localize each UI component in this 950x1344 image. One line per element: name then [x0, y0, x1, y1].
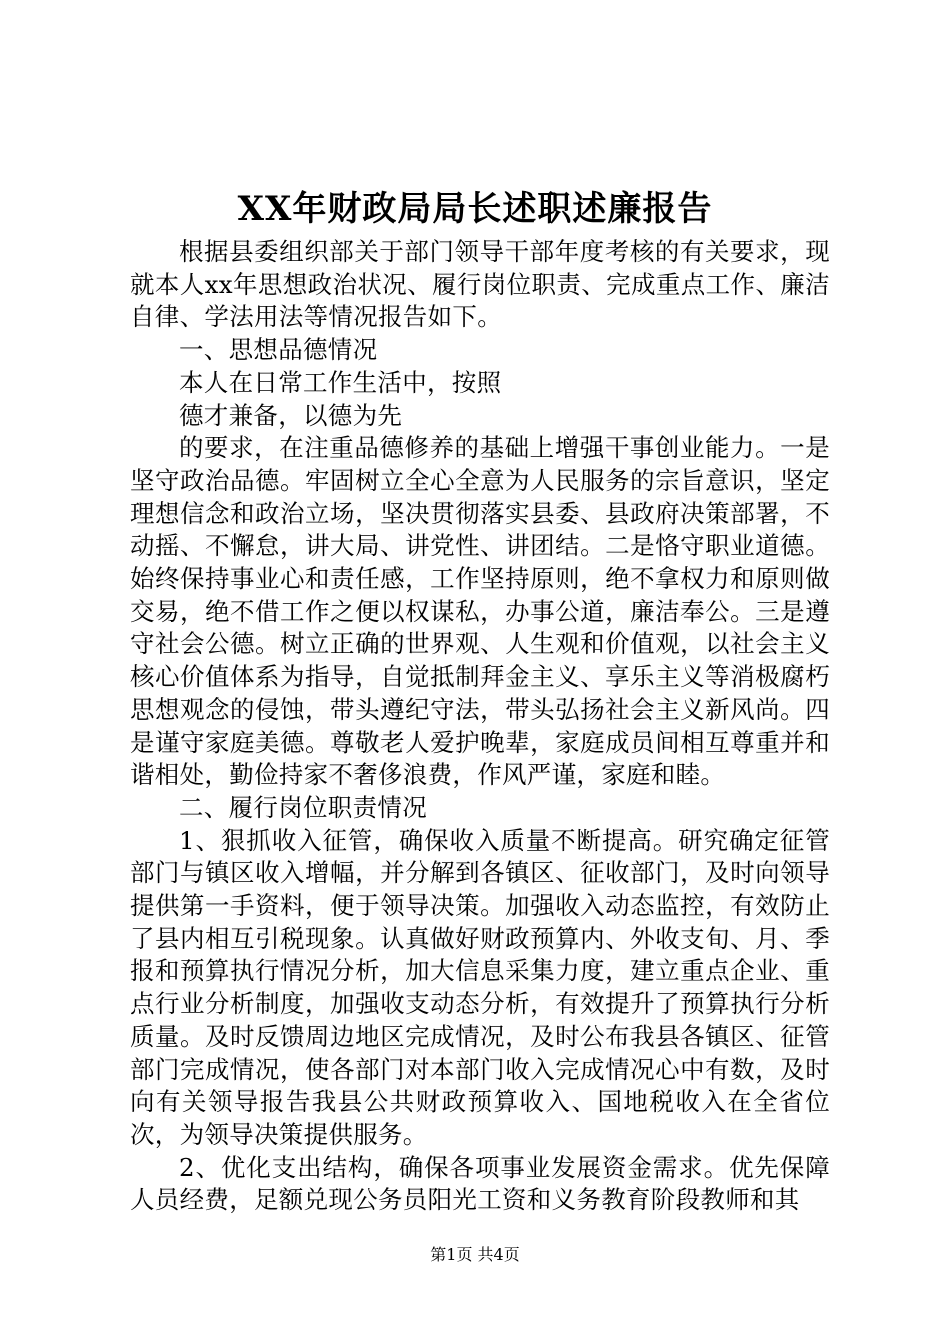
document-body	[130, 236, 830, 1217]
paragraph-revenue: 1、狠抓收入征管，确保收入质量不断提高。研究确定征管部门与镇区收入增幅，并分解到各镇区、征收部门，及时向领导提供第一手资料，便于领导决策。加强收入动态监控，有效防止了县内相互引税现象。认真做好财政预算内、外收支旬、月、季报和预算执行情况分析，加大信息采集力度，建立重点企业、重点行业分析制度，加强收支动态分析，有效提升了预算执行分析质量。及时反馈周边地区完成情况，及时公布我县各镇区、征管部门完成情况，使各部门对本部门收入完成情况心中有数，及时向有关领导报告我县公共财政预算收入、国地税收入在全省位次，为领导决策提供服务。	[130, 825, 830, 1149]
paragraph-line: 本人在日常工作生活中，按照	[179, 367, 502, 397]
document-title: XX年财政局局长述职述廉报告	[237, 189, 713, 229]
paragraph-morality: 的要求，在注重品德修养的基础上增强干事创业能力。一是坚守政治品德。牢固树立全心全意为人民服务的宗旨意识，坚定理想信念和政治立场，坚决贯彻落实县委、县政府决策部署，不动摇、不懈怠，讲大局、讲党性、讲团结。二是恪守职业道德。始终保持事业心和责任感，工作坚持原则，绝不拿权力和原则做交易，绝不借工作之便以权谋私，办事公道，廉洁奉公。三是遵守社会公德。树立正确的世界观、人生观和价值观，以社会主义核心价值体系为指导，自觉抵制拜金主义、享乐主义等消极腐朽思想观念的侵蚀，带头遵纪守法，带头弘扬社会主义新风尚。四是谨守家庭美德。尊敬老人爱护晚辈，家庭成员间相互尊重并和谐相处，勤俭持家不奢侈浪费，作风严谨，家庭和睦。	[130, 433, 830, 790]
paragraph-line: 德才兼备，以德为先	[179, 400, 403, 430]
section-heading-2: 二、履行岗位职责情况	[179, 792, 427, 822]
section-heading-1: 一、思想品德情况	[179, 335, 378, 365]
page-footer: 第1页 共4页	[430, 1245, 520, 1264]
paragraph-intro: 根据县委组织部关于部门领导干部年度考核的有关要求，现就本人xx年思想政治状况、履行岗位职责、完成重点工作、廉洁自律、学法用法等情况报告如下。	[130, 237, 830, 332]
paragraph-expenditure: 2、优化支出结构，确保各项事业发展资金需求。优先保障人员经费，足额兑现公务员阳光工资和义务教育阶段教师和其	[130, 1152, 830, 1215]
